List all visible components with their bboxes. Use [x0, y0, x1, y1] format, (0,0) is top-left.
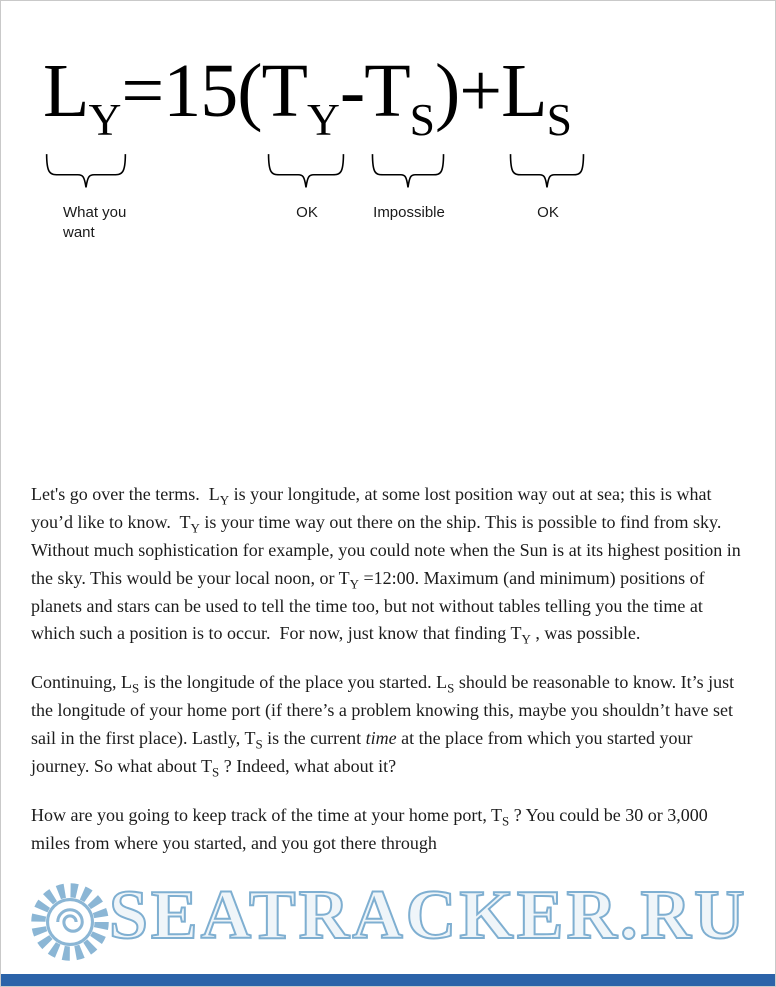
- sunburst-icon: [19, 871, 121, 973]
- text-run-sub: S: [502, 813, 510, 829]
- text-run: Continuing, L: [31, 672, 133, 693]
- text-run: , was possible.: [530, 623, 641, 644]
- underbrace-icon: [371, 151, 445, 189]
- text-run: is the current: [262, 728, 366, 749]
- text-run: ? Indeed, what about it?: [219, 756, 397, 777]
- text-run-italic: time: [365, 728, 397, 749]
- text-run: =12:00. Maximum (and minimum) positions of planets and stars can be used to tell the time too, but not without tables telling you the time at which such a position is to occur. For now, just know that finding T: [31, 567, 710, 644]
- text-run-sub: Y: [521, 632, 531, 648]
- formula-subscript: S: [546, 94, 572, 146]
- text-run-sub: Y: [190, 520, 200, 536]
- text-run-sub: S: [447, 680, 455, 696]
- text-run: is your time way out there on the ship. This is possible to find from sky. Without much sophistication for example, you could note when the Sun is at its highest position in the sky. This would be your local noon, or T: [31, 511, 746, 588]
- text-run: How are you going to keep track of the time at your home port, T: [31, 804, 503, 825]
- text-run-sub: Y: [219, 492, 230, 508]
- body-text: [31, 481, 749, 879]
- paragraph: [31, 481, 749, 648]
- text-run: ? You could be 30 or 3,000 miles from where you started, and you got there through: [31, 804, 713, 853]
- formula-line: [43, 49, 572, 146]
- text-run-sub: S: [255, 736, 263, 752]
- formula-term: )+L: [435, 49, 547, 133]
- formula-annotation-impossible: Impossible: [373, 204, 445, 221]
- text-run-sub: Y: [349, 576, 359, 592]
- formula-subscript: Y: [306, 94, 340, 146]
- formula-term: =15(T: [121, 49, 307, 133]
- paragraph: [31, 802, 749, 858]
- underbrace-icon: [509, 151, 585, 189]
- formula-subscript: Y: [88, 94, 122, 146]
- formula-term: -T: [339, 49, 410, 133]
- text-run: at the place from which you started your journey. So what about T: [31, 728, 698, 777]
- formula-annotation-ok-2: OK: [537, 204, 559, 221]
- formula-subscript: S: [409, 94, 435, 146]
- text-run: should be reasonable to know. It’s just the longitude of your home port (if there’s a problem knowing this, maybe you shouldn’t have set sail in the first place). Lastly, T: [31, 672, 739, 749]
- text-run: is your longitude, at some lost position way out at sea; this is what you’d like to know. T: [31, 484, 717, 532]
- paragraph: [31, 669, 749, 781]
- bottom-bar: [1, 974, 775, 986]
- watermark: [1, 867, 776, 979]
- formula-annotation-what-you-want: What you want: [63, 204, 127, 242]
- text-run: is the longitude of the place you started. L: [139, 672, 448, 693]
- underbrace-icon: [45, 151, 127, 189]
- watermark-text: SEATRACKER.RU: [109, 877, 748, 954]
- text-run-sub: S: [211, 764, 220, 780]
- text-run: Let's go over the terms. L: [31, 484, 220, 504]
- underbrace-icon: [267, 151, 345, 189]
- formula-annotation-ok-1: OK: [296, 204, 318, 221]
- text-run-sub: S: [132, 680, 140, 696]
- formula-term: L: [43, 49, 89, 133]
